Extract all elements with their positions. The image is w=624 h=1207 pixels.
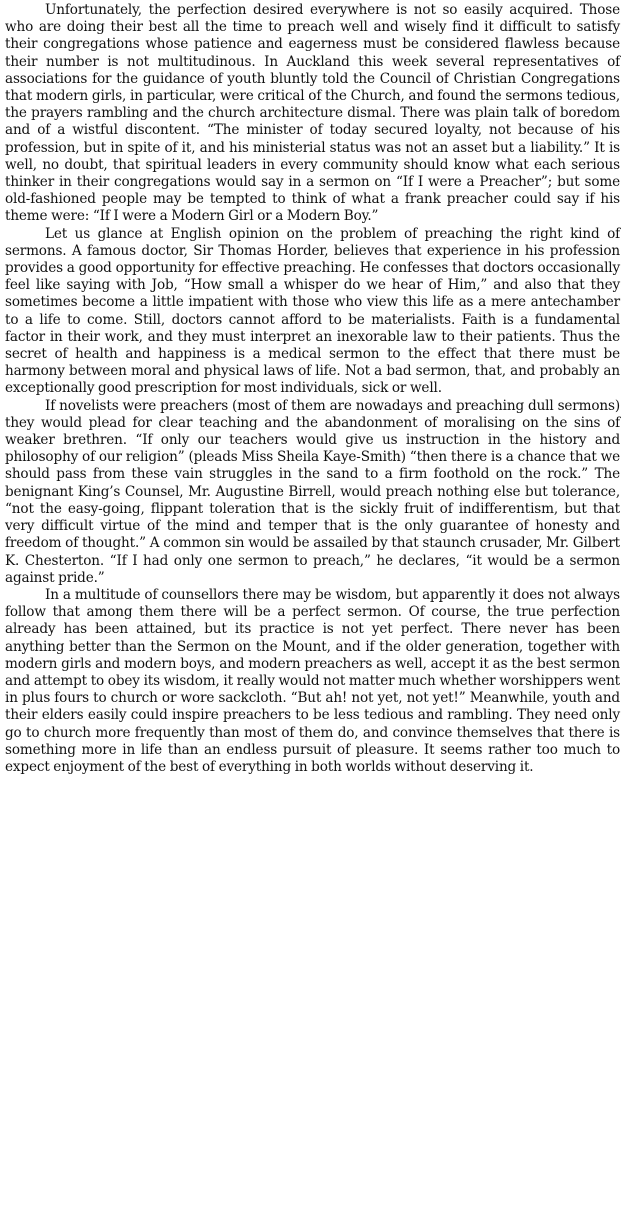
paragraph-4: In a multitude of counsellors there may be wisdom, but apparently it does not always follow that among them there will be a perfect sermon. Of course, the true perfection already has been attained, but its practice is not yet perfect. There never has been anything better than the Sermon on the Mount, and if the older generation, together with modern girls and modern boys, and modern preachers as well, accept it as the best sermon and attempt to obey its wisdom, it really would not matter much whether worshippers went in plus fours to church or wore sackcloth. “But ah! not yet, not yet!” Meanwhile, youth and their elders easily could inspire preachers to be less tedious and rambling. They need only go to church more frequently than most of them do, and convince themselves that there is something more in life than an endless pursuit of pleasure. It seems rather too much to expect enjoyment of the best of everything in both worlds without deserving it.: [5, 586, 620, 775]
paragraph-2: Let us glance at English opinion on the problem of preaching the right kind of sermons. A famous doctor, Sir Thomas Horder, believes that experience in his profession provides a good opportunity for effective preaching. He confesses that doctors occasionally feel like saying with Job, “How small a whisper do we hear of Him,” and also that they sometimes become a little impatient with those who view this life as a mere antechamber to a life to come. Still, doctors cannot afford to be materialists. Faith is a fundamental factor in their work, and they must interpret an inexorable law to their patients. Thus the secret of health and happiness is a medical sermon to the effect that there must be harmony between moral and physical laws of life. Not a bad sermon, that, and probably an exceptionally good prescription for most individuals, sick or well.: [5, 225, 620, 397]
paragraph-3: If novelists were preachers (most of them are nowadays and preaching dull sermons) they would plead for clear teaching and the abandonment of moralising on the sins of weaker brethren. “If only our teachers would give us instruction in the history and philosophy of our religion” (pleads Miss Sheila Kaye-Smith) “then there is a chance that we should pass from these vain struggles in the sand to a firm foothold on the rock.” The benignant King’s Counsel, Mr. Augustine Birrell, would preach nothing else but tolerance, “not the easy-going, flippant toleration that is the sickly fruit of indifferentism, but that very difficult virtue of the mind and temper that is the only guarantee of honesty and freedom of thought.” A common sin would be assailed by that staunch crusader, Mr. Gilbert K. Chesterton. “If I had only one sermon to preach,” he declares, “it would be a sermon against pride.”: [5, 397, 620, 586]
paragraph-1: Unfortunately, the perfection desired everywhere is not so easily acquired. Those who are doing their best all the time to preach well and wisely find it difficult to satisfy their congregations whose patience and eagerness must be considered flawless because their number is not multitudinous. In Auckland this week several representatives of associations for the guidance of youth bluntly told the Council of Christian Congregations that modern girls, in particular, were critical of the Church, and found the sermons tedious, the prayers rambling and the church architecture dismal. There was plain talk of boredom and of a wistful discontent. “The minister of today secured loyalty, not because of his profession, but in spite of it, and his ministerial status was not an asset but a liability.” It is well, no doubt, that spiritual leaders in every community should know what each serious thinker in their congregations would say in a sermon on “If I were a Preacher”; but some old-fashioned people may be tempted to think of what a frank preacher could say if his theme were: “If I were a Modern Girl or a Modern Boy.”: [5, 2, 620, 225]
